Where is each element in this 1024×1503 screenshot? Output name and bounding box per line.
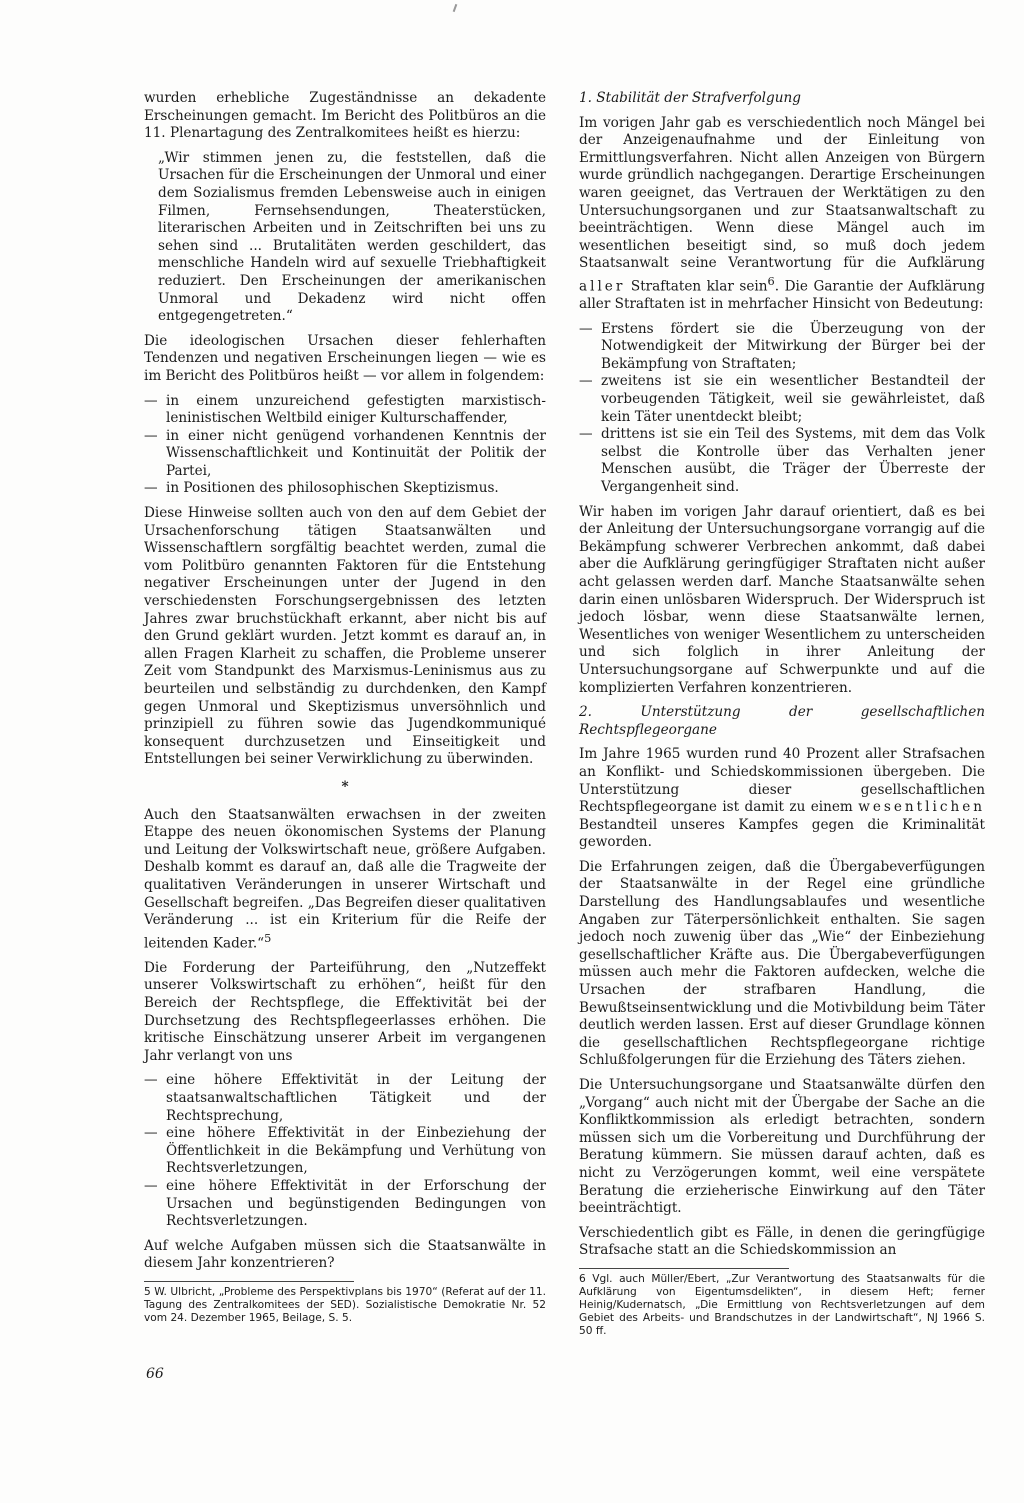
dash-list	[144, 1072, 546, 1230]
paragraph: Wir haben im vorigen Jahr darauf orientiert, daß es bei der Anleitung der Untersuchungsorgane vorrangig auf die Bekämpfung schwerer Verbrechen ankommt, daß dabei aber die Aufklärung geringfügiger Straftaten nicht außer acht gelassen werden darf. Manche Staatsanwälte sehen darin einen unlösbaren Widerspruch. Der Widerspruch ist jedoch lösbar, wenn diese Staatsanwälte lernen, Wesentliches von weniger Wesentlichem zu unterscheiden und sich folglich in ihrer Anleitung der Untersuchungsorgane auf Schwerpunkte und auf die komplizierten Verfahren konzentrieren.	[579, 503, 985, 696]
list-item: — in Positionen des philosophischen Skeptizismus.	[144, 480, 546, 498]
dash-list	[144, 393, 546, 499]
paragraph: Verschiedentlich gibt es Fälle, in denen die geringfügige Strafsache statt an die Schiedskommission an	[579, 1224, 985, 1259]
paragraph-text: . Die Garantie der Aufklärung aller Straftaten ist in mehrfacher Hinsicht von Bedeutung:	[579, 278, 985, 313]
list-item: — eine höhere Effektivität in der Einbeziehung der Öffentlichkeit in die Bekämpfung und Verhütung von Rechtsverletzungen,	[144, 1125, 546, 1178]
list-item: — Erstens fördert sie die Überzeugung von der Notwendigkeit der Mitwirkung der Bürger bei der Bekämpfung von Straftaten;	[579, 321, 985, 374]
paragraph: Diese Hinweise sollten auch von den auf dem Gebiet der Ursachenforschung tätigen Staatsanwälten und Wissenschaftlern sorgfältig beachtet werden, zumal die vom Politbüro genannten Faktoren für die Entstehung negativer Erscheinungen unter der Jugend in den verschiedensten Forschungsergebnissen des letzten Jahres zwar bruchstückhaft erkannt, aber nicht bis auf den Grund geklärt wurden. Jetzt kommt es darauf an, in allen Fragen Klarheit zu schaffen, die Probleme unserer Zeit vom Standpunkt des Marxismus-Leninismus aus zu beurteilen und selbständig zu durchdenken, den Kampf gegen Unmoral und Skeptizismus unversöhnlich und prinzipiell zu führen sowie das Jugendkommuniqué konsequent durchzusetzen und Einseitigkeit und Entstellungen bei seiner Verwirklichung zu überwinden.	[144, 505, 546, 768]
footnote-ref: 6	[767, 273, 775, 288]
section-heading: 1. Stabilität der Strafverfolgung	[579, 90, 801, 106]
section-heading: 2. Unterstützung der gesellschaftlichen Rechtspflegeorgane	[579, 704, 985, 738]
section-separator: *	[341, 778, 349, 795]
footnote-ref: 5	[264, 930, 272, 945]
list-item: — eine höhere Effektivität in der Erforschung der Ursachen und begünstigenden Bedingungen von Rechtsverletzungen.	[144, 1178, 546, 1231]
paragraph-text: Bestandteil unseres Kampfes gegen die Kriminalität geworden.	[579, 816, 985, 851]
right-column	[579, 90, 985, 1338]
paragraph-text: Auch den Staatsanwälten erwachsen in der zweiten Etappe des neuen ökonomischen Systems der Planung und Leitung der Volkswirtschaft neue, größere Aufgaben. Deshalb kommt es darauf an, daß alle die Tragweite der qualitativen Veränderungen in unserer Wirtschaft und Gesellschaft begreifen. „Das Begreifen dieser qualitativen Veränderung ... ist ein Kriterium für die Reife der leitenden Kader.“	[144, 806, 546, 952]
paragraph-text: Straftaten klar sein	[630, 278, 768, 295]
left-column	[144, 90, 546, 1325]
list-item: — in einem unzureichend gefestigten marxistisch-leninistischen Weltbild einiger Kulturschaffender,	[144, 393, 546, 428]
paragraph	[579, 115, 985, 314]
paragraph-text: Im Jahre 1965 wurden rund 40 Prozent aller Strafsachen an Konflikt- und Schiedskommissionen übergeben. Die Unterstützung dieser gesellschaftlichen Rechtspflegeorgane ist damit zu einem	[579, 746, 985, 816]
paragraph: Die Untersuchungsorgane und Staatsanwälte dürfen den „Vorgang“ auch nicht mit der Übergabe der Sache an die Konfliktkommission als erledigt betrachten, sondern müssen sich um die Vorbereitung und Durchführung der Beratung kümmern. Sie müssen darauf achten, daß es nicht zu Verzögerungen kommt, weil eine verspätete Beratung die erzieherische Einwirkung auf den Täter beeinträchtigt.	[579, 1077, 985, 1217]
footnote-area	[144, 1281, 546, 1325]
list-item: — drittens ist sie ein Teil des Systems, mit dem das Volk selbst die Kontrolle über das Verhalten jener Menschen ausübt, die Träger der Überreste der Vergangenheit sind.	[579, 426, 985, 496]
paragraph	[144, 807, 546, 953]
scan-speck	[453, 4, 458, 12]
page-number: 66	[146, 1366, 164, 1382]
list-item: — in einer nicht genügend vorhandenen Kenntnis der Wissenschaftlichkeit und Kontinuität der Politik der Partei,	[144, 428, 546, 481]
paragraph-text: Im vorigen Jahr gab es verschiedentlich noch Mängel bei der Anzeigenaufnahme und der Einleitung von Ermittlungsverfahren. Nicht allen Anzeigen von Bürgern wurde gründlich nachgegangen. Derartige Erscheinungen waren geeignet, das Vertrauen der Werktätigen zu den Untersuchungsorganen und zur Staatsanwaltschaft zu beeinträchtigen. Wenn diese Mängel auch im wesentlichen beseitigt sind, so muß doch jedem Staatsanwalt seine Verantwortung für die Aufklärung	[579, 114, 985, 272]
paragraph: Die Forderung der Parteiführung, den „Nutzeffekt unserer Volkswirtschaft zu erhöhen“, heißt für den Bereich der Rechtspflege, die Effektivität bei der Durchsetzung des Rechtspflegeerlasses erhöhen. Die kritische Einschätzung unserer Arbeit im vergangenen Jahr verlangt von uns	[144, 959, 546, 1064]
emphasis-spaced: aller	[579, 278, 626, 295]
block-quote: „Wir stimmen jenen zu, die feststellen, daß die Ursachen für die Erscheinungen der Unmoral und einer dem Sozialismus fremden Lebensweise auch in einigen Filmen, Fernsehsendungen, Theaterstücken, literarischen Arbeiten und in Zeitschriften bei uns zu sehen sind ... Brutalitäten werden geschildert, das menschliche Handeln wird auf sexuelle Triebhaftigkeit reduziert. Den Erscheinungen der amerikanischen Unmoral und Dekadenz wird nicht offen entgegengetreten.“	[158, 149, 546, 325]
footnote: 6 Vgl. auch Müller/Ebert, „Zur Verantwortung des Staatsanwalts für die Aufklärung von Eigentumsdelikten“, in diesem Heft; ferner Heinig/Kudernatsch, „Die Ermittlung von Rechtsverletzungen auf dem Gebiet des Arbeits- und Brandschutzes in der Landwirtschaft“, NJ 1966 S. 50 ff.	[579, 1272, 985, 1337]
list-item: — eine höhere Effektivität in der Leitung der staatsanwaltschaftlichen Tätigkeit und der Rechtsprechung,	[144, 1072, 546, 1125]
footnote-area	[579, 1268, 985, 1338]
paragraph: Auf welche Aufgaben müssen sich die Staatsanwälte in diesem Jahr konzentrieren?	[144, 1237, 546, 1272]
paragraph: wurden erhebliche Zugeständnisse an dekadente Erscheinungen gemacht. Im Bericht des Politbüros an die 11. Plenartagung des Zentralkomitees heißt es hierzu:	[144, 90, 546, 142]
dash-list	[579, 321, 985, 497]
paragraph: Die ideologischen Ursachen dieser fehlerhaften Tendenzen und negativen Erscheinungen liegen — wie es im Bericht des Politbüros heißt — vor allem in folgendem:	[144, 332, 546, 384]
paragraph	[579, 746, 985, 852]
list-item: — zweitens ist sie ein wesentlicher Bestandteil der vorbeugenden Tätigkeit, weil sie gewährleistet, daß kein Täter unentdeckt bleibt;	[579, 373, 985, 426]
emphasis-spaced: wesentlichen	[858, 799, 986, 816]
footnote: 5 W. Ulbricht, „Probleme des Perspektivplans bis 1970“ (Referat auf der 11. Tagung des Zentralkomitees der SED). Sozialistische Demokratie Nr. 52 vom 24. Dezember 1965, Beilage, S. 5.	[144, 1285, 546, 1324]
paragraph: Die Erfahrungen zeigen, daß die Übergabeverfügungen der Staatsanwälte in der Regel eine gründliche Darstellung des Handlungsablaufes und wesentliche Angaben zur Täterpersönlichkeit enthalten. Sie sagen jedoch noch zuwenig über das „Wie“ der Einbeziehung gesellschaftlicher Kräfte aus. Die Übergabeverfügungen müssen auch mehr die Faktoren aufdecken, welche die Ursachen der strafbaren Handlung, die Bewußtseinsentwicklung und die Motivbildung beim Täter deutlich werden lassen. Erst auf dieser Grundlage können die gesellschaftlichen Rechtspflegeorgane richtige Schlußfolgerungen für die Erziehung des Täters ziehen.	[579, 858, 985, 1069]
